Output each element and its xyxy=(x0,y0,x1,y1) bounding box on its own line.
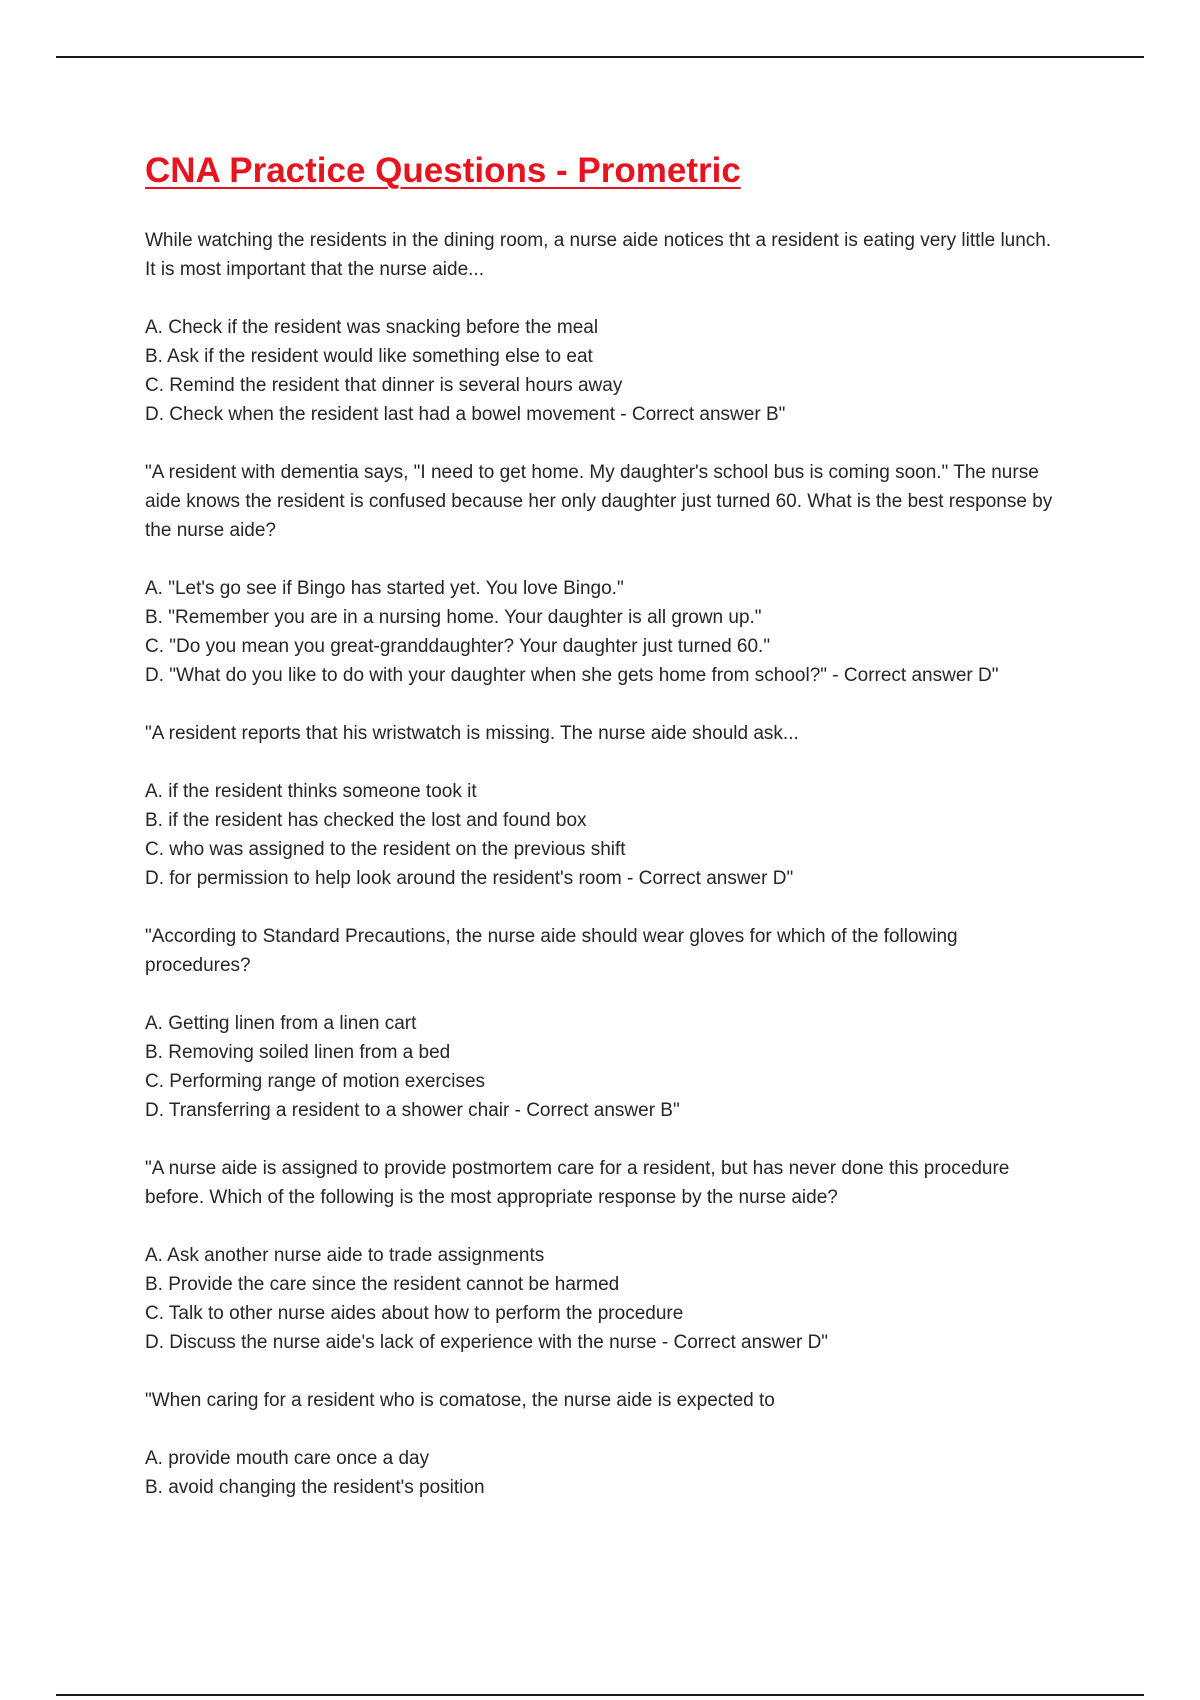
answer-option: A. Ask another nurse aide to trade assignments xyxy=(145,1245,545,1266)
answer-option: D. "What do you like to do with your daughter when she gets home from school?" - Correct answer D" xyxy=(145,665,999,686)
answer-option: B. Ask if the resident would like something else to eat xyxy=(145,346,593,367)
answer-option: A. Check if the resident was snacking before the meal xyxy=(145,317,599,338)
answer-option: C. Talk to other nurse aides about how to perform the procedure xyxy=(145,1303,684,1324)
question-text: "A resident with dementia says, "I need to get home. My daughter's school bus is coming soon." The nurse aide knows the resident is confused because her only daughter just turned 60. What is the best response by the nurse aide? xyxy=(145,462,1053,541)
answer-options xyxy=(145,1241,1065,1357)
question-block xyxy=(145,1154,1065,1357)
question-block xyxy=(145,458,1065,690)
question-text: While watching the residents in the dining room, a nurse aide notices tht a resident is eating very little lunch. It is most important that the nurse aide... xyxy=(145,230,1052,280)
answer-option: A. if the resident thinks someone took it xyxy=(145,781,477,802)
answer-option: A. "Let's go see if Bingo has started yet. You love Bingo." xyxy=(145,578,624,599)
question-text: "According to Standard Precautions, the nurse aide should wear gloves for which of the following procedures? xyxy=(145,926,958,976)
answer-option: C. Performing range of motion exercises xyxy=(145,1071,486,1092)
header-rule xyxy=(56,56,1144,58)
answer-option: B. avoid changing the resident's position xyxy=(145,1477,485,1498)
answer-options xyxy=(145,313,1065,429)
answer-option: C. who was assigned to the resident on the previous shift xyxy=(145,839,626,860)
answer-options xyxy=(145,1444,1065,1502)
answer-option: B. "Remember you are in a nursing home. Your daughter is all grown up." xyxy=(145,607,762,628)
answer-option: C. "Do you mean you great-granddaughter? Your daughter just turned 60." xyxy=(145,636,771,657)
answer-option: A. Getting linen from a linen cart xyxy=(145,1013,417,1034)
document-content xyxy=(145,148,1065,1531)
answer-options xyxy=(145,777,1065,893)
answer-option: D. for permission to help look around the resident's room - Correct answer D" xyxy=(145,868,794,889)
question-block xyxy=(145,226,1065,429)
question-block xyxy=(145,1386,1065,1502)
answer-option: C. Remind the resident that dinner is several hours away xyxy=(145,375,623,396)
answer-option: A. provide mouth care once a day xyxy=(145,1448,430,1469)
question-text: "When caring for a resident who is comatose, the nurse aide is expected to xyxy=(145,1390,775,1411)
footer-rule xyxy=(56,1694,1144,1696)
question-text: "A resident reports that his wristwatch is missing. The nurse aide should ask... xyxy=(145,723,799,744)
document-title: CNA Practice Questions - Prometric xyxy=(145,151,741,190)
answer-option: B. Removing soiled linen from a bed xyxy=(145,1042,451,1063)
question-block xyxy=(145,719,1065,893)
answer-options xyxy=(145,1009,1065,1125)
answer-option: B. if the resident has checked the lost and found box xyxy=(145,810,587,831)
answer-options xyxy=(145,574,1065,690)
answer-option: D. Check when the resident last had a bowel movement - Correct answer B" xyxy=(145,404,786,425)
question-block xyxy=(145,922,1065,1125)
answer-option: D. Transferring a resident to a shower chair - Correct answer B" xyxy=(145,1100,680,1121)
answer-option: B. Provide the care since the resident cannot be harmed xyxy=(145,1274,620,1295)
answer-option: D. Discuss the nurse aide's lack of experience with the nurse - Correct answer D" xyxy=(145,1332,829,1353)
question-text: "A nurse aide is assigned to provide postmortem care for a resident, but has never done this procedure before. Which of the following is the most appropriate response by the nurse aide? xyxy=(145,1158,1010,1208)
